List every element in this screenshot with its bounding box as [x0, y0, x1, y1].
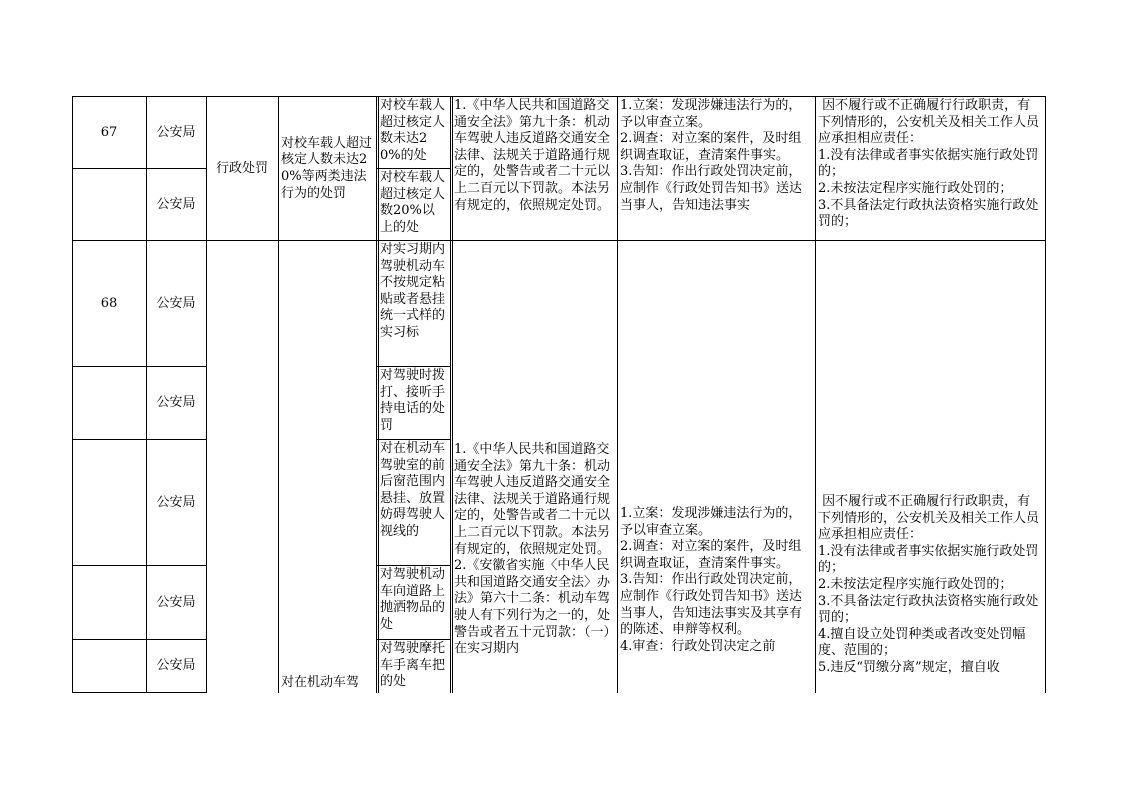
row68-department-3: 公安局 [156, 494, 196, 510]
row-divider-67-sub [72, 168, 206, 169]
sub-divider-68-a [377, 366, 451, 367]
row-divider-68-a [72, 366, 206, 367]
row-divider-67-sub-item [377, 168, 451, 169]
row67-number: 67 [100, 124, 118, 140]
row68-item-name: 对在机动车驾 [281, 675, 360, 690]
row67-category: 行政处罚 [215, 160, 268, 176]
row68-legal-basis: 1.《中华人民共和国道路交通安全法》第九十条：机动车驾驶人违反道路交通安全法律、法规关于道路通行规定的，处警告或者二十元以上二百元以下罚款。本法另有规定的，依照规定处罚。 2.《安徽省实施〈中华人民共和国道路交通安全法〉办法》第六十二条：机动车驾驶人有下列行为之一的，处警告或者五十元罚款：（一）在实习期内 [454, 442, 611, 657]
row67-department-2: 公安局 [156, 196, 196, 212]
row67-responsibility: 因不履行或不正确履行行政职责，有下列情形的，公安机关及相关工作人员应承担相应责任： 1.没有法律或者事实依据实施行政处罚的； 2.未按法定程序实施行政处罚的； 3.不具备法定行政执法资格实施行政处罚的； [818, 98, 1040, 230]
row68-process: 1.立案：发现涉嫌违法行为的，予以审查立案。 2.调查：对立案的案件，及时组织调查取证，查清案件事实。 3.告知：作出行政处罚决定前，应制作《行政处罚告知书》送达当事人，告知违法事实及其享有的陈述、申辩等权利。 4.审查：行政处罚决定之前 [620, 506, 803, 654]
table-border-bottom-partial [72, 692, 206, 693]
col-divider-subitem-left-2 [378, 96, 379, 693]
row67-subitem-1: 对校车载人超过核定人数未达20%的处 [380, 98, 446, 163]
sub-divider-68-b [377, 439, 451, 440]
row68-subitem-4: 对驾驶机动车向道路上抛洒物品的处 [380, 567, 446, 632]
row68-number: 68 [100, 295, 118, 311]
row-divider-68-b [72, 439, 206, 440]
col-divider-category [206, 96, 207, 693]
col-divider-basis [450, 96, 451, 693]
col-divider-item [278, 96, 279, 693]
row-divider-68-d [72, 639, 206, 640]
col-divider-subitem-left [376, 96, 377, 693]
table-border-right [1045, 96, 1046, 693]
col-divider-basis-2 [452, 96, 453, 693]
row67-legal-basis: 1.《中华人民共和国道路交通安全法》第九十条：机动车驾驶人违反道路交通安全法律、法规关于道路通行规定的，处警告或者二十元以上二百元以下罚款。本法另有规定的，依照规定处罚。 [454, 98, 611, 213]
col-divider-dept [146, 96, 147, 693]
row68-department-4: 公安局 [156, 594, 196, 610]
row67-process: 1.立案：发现涉嫌违法行为的，予以审查立案。 2.调查：对立案的案件，及时组织调查取证，查清案件事实。 3.告知：作出行政处罚决定前，应制作《行政处罚告知书》送达当事人，告知违法事实 [620, 98, 803, 213]
row68-subitem-2: 对驾驶时拨打、接听手持电话的处罚 [380, 368, 446, 433]
col-divider-duty [815, 96, 816, 693]
row68-subitem-5: 对驾驶摩托车手离车把的处 [380, 641, 446, 690]
row68-subitem-3: 对在机动车驾驶室的前后窗范围内悬挂、放置妨碍驾驶人视线的 [380, 441, 446, 539]
row68-department-5: 公安局 [156, 658, 196, 674]
row68-department-2: 公安局 [156, 395, 196, 411]
row68-responsibility: 因不履行或不正确履行行政职责，有下列情形的，公安机关及相关工作人员应承担相应责任： 1.没有法律或者事实依据实施行政处罚的； 2.未按法定程序实施行政处罚的； 3.不具备法定行政执法资格实施行政处罚的； 4.擅自设立处罚种类或者改变处罚幅度、范围的； 5.违反“罚缴分离”规定，擅自收 [818, 494, 1040, 675]
row-divider-68-c [72, 565, 206, 566]
sub-divider-68-d [377, 639, 451, 640]
row68-subitem-1: 对实习期内驾驶机动车不按规定粘贴或者悬挂统一式样的实习标 [380, 242, 446, 340]
row67-subitem-2: 对校车载人超过核定人数20%以上的处 [380, 170, 446, 235]
row-divider-67-68 [72, 240, 1046, 241]
col-divider-process [617, 96, 618, 693]
row67-department-1: 公安局 [156, 124, 196, 140]
table-border-top [72, 96, 1046, 97]
row67-item-name: 对校车载人超过核定人数未达20%等两类违法行为的处罚 [281, 135, 373, 201]
sub-divider-68-c [377, 565, 451, 566]
row68-department-1: 公安局 [156, 295, 196, 311]
table-border-left [72, 96, 73, 693]
